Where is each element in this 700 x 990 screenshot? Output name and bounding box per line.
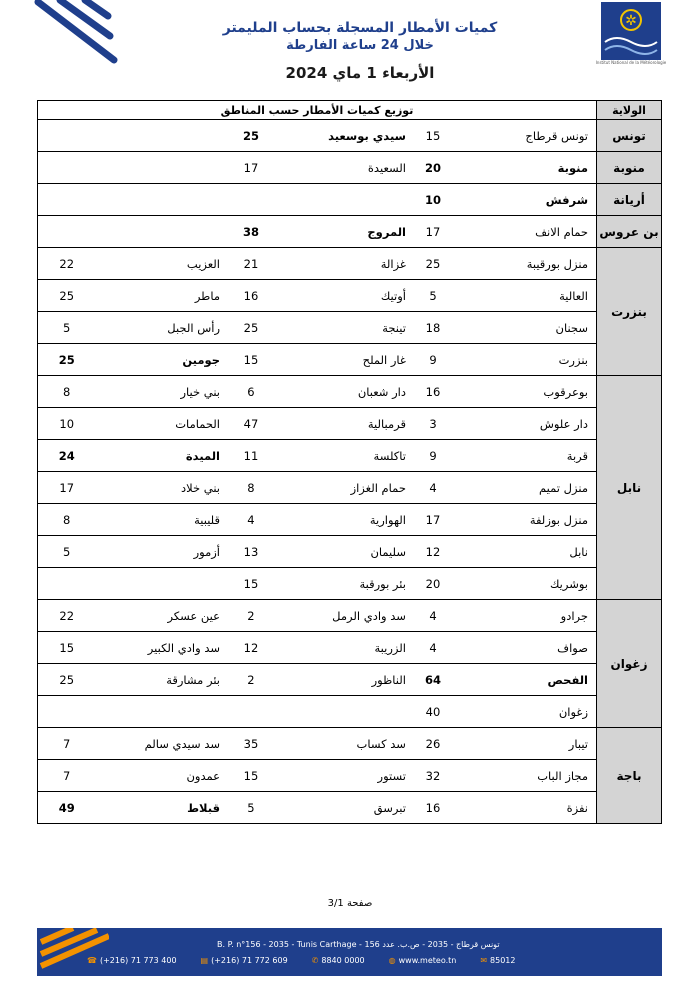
- station-entry: [220, 673, 406, 687]
- station-entry: [220, 225, 406, 239]
- station-entry: [406, 353, 588, 367]
- station-name: قرمبالية: [367, 416, 406, 431]
- station-name: جومين: [182, 352, 220, 367]
- station-entry: [220, 289, 406, 303]
- rainfall-value: 17: [425, 512, 441, 527]
- stations-cell: [38, 280, 597, 312]
- station-name: بني خلاد: [180, 480, 220, 495]
- table-row: [38, 120, 662, 152]
- rainfall-value: 22: [59, 256, 75, 271]
- table-row: [38, 568, 662, 600]
- station-entry: [220, 481, 406, 495]
- rainfall-value: 6: [247, 384, 255, 399]
- rainfall-value: 26: [425, 736, 441, 751]
- website-contact[interactable]: [389, 956, 457, 965]
- station-entry: [406, 161, 588, 175]
- phone-icon: ☎: [87, 956, 97, 965]
- rainfall-value: 15: [243, 768, 259, 783]
- station-name: غزالة: [380, 256, 406, 271]
- stations-cell: [38, 792, 597, 824]
- table-row: [38, 536, 662, 568]
- station-name: زغوان: [558, 704, 588, 719]
- rainfall-value: 17: [425, 224, 441, 239]
- rainfall-value: 10: [424, 192, 441, 207]
- stations-cell: [38, 600, 597, 632]
- rainfall-value: 18: [425, 320, 441, 335]
- station-name: بوعرقوب: [543, 384, 588, 399]
- table-row: [38, 248, 662, 280]
- station-entry: [220, 577, 406, 591]
- station-name: قبلاط: [187, 800, 220, 815]
- rainfall-value: 8: [63, 512, 71, 527]
- institute-logo: [601, 2, 661, 60]
- station-name: مجاز الباب: [537, 768, 588, 783]
- sms-contact: [480, 956, 515, 965]
- rainfall-value: 8: [63, 384, 71, 399]
- governorate-cell: تونس: [597, 120, 662, 152]
- rainfall-value: 7: [63, 736, 71, 751]
- fax-contact: [201, 956, 288, 965]
- rainfall-value: 47: [243, 416, 259, 431]
- station-entry: [220, 641, 406, 655]
- station-entry: [406, 801, 588, 815]
- station-name: الهوارية: [369, 512, 406, 527]
- rainfall-value: 4: [429, 480, 437, 495]
- green-number: 8840 0000: [321, 956, 365, 965]
- table-row: [38, 696, 662, 728]
- phone-number-2: (+216) 71 772 609: [211, 956, 288, 965]
- rainfall-value: 7: [63, 768, 71, 783]
- governorate-header: الولاية: [597, 101, 662, 120]
- station-entry: [406, 705, 588, 719]
- station-name: بني خيار: [180, 384, 220, 399]
- table-row: [38, 344, 662, 376]
- station-name: نابل: [569, 544, 588, 559]
- station-name: بئر بورقبة: [359, 576, 406, 591]
- station-name: بوشريك: [549, 576, 588, 591]
- station-entry: [220, 353, 406, 367]
- station-entry: [42, 257, 220, 271]
- footer-address: B. P. n°156 - 2035 - Tunis Carthage - تونس قرطاج - 2035 - ص.ب. عدد 156: [217, 940, 500, 949]
- station-name: بنزرت: [558, 352, 588, 367]
- stations-cell: [38, 632, 597, 664]
- governorate-cell: زغوان: [597, 600, 662, 728]
- station-entry: [406, 481, 588, 495]
- report-title: كميات الأمطار المسجلة بحساب المليمتر: [222, 20, 498, 36]
- rainfall-value: 4: [429, 640, 437, 655]
- station-entry: [220, 609, 406, 623]
- rainfall-value: 12: [243, 640, 259, 655]
- station-name: دار علوش: [539, 416, 588, 431]
- station-name: العزيب: [186, 256, 220, 271]
- station-entry: [406, 417, 588, 431]
- station-name: السعيدة: [367, 160, 406, 175]
- rainfall-value: 25: [58, 352, 75, 367]
- table-row: [38, 216, 662, 248]
- rainfall-value: 17: [59, 480, 75, 495]
- rainfall-value: 5: [63, 544, 71, 559]
- stations-cell: [38, 120, 597, 152]
- station-name: حمام الانف: [535, 224, 588, 239]
- table-row: [38, 440, 662, 472]
- station-name: منزل بوزلفة: [529, 512, 588, 527]
- station-name: الناظور: [371, 672, 406, 687]
- stations-cell: [38, 376, 597, 408]
- table-row: [38, 152, 662, 184]
- station-entry: [42, 609, 220, 623]
- rainfall-value: 22: [59, 608, 75, 623]
- station-entry: [406, 769, 588, 783]
- station-entry: [406, 385, 588, 399]
- station-entry: [42, 385, 220, 399]
- rainfall-value: 9: [429, 352, 437, 367]
- rainfall-value: 16: [425, 384, 441, 399]
- station-entry: [220, 513, 406, 527]
- table-row: [38, 504, 662, 536]
- station-entry: [406, 257, 588, 271]
- rainfall-value: 2: [247, 608, 255, 623]
- station-name: العالية: [559, 288, 588, 303]
- stations-cell: [38, 760, 597, 792]
- station-entry: [406, 673, 588, 687]
- station-entry: [42, 481, 220, 495]
- station-name: تينجة: [382, 320, 406, 335]
- station-entry: [220, 737, 406, 751]
- rainfall-value: 64: [424, 672, 441, 687]
- stations-cell: [38, 536, 597, 568]
- governorate-cell: بن عروس: [597, 216, 662, 248]
- fax-icon: ▤: [200, 956, 209, 965]
- logo-caption: Institut National de la Météorologie: [595, 60, 667, 65]
- stations-cell: [38, 152, 597, 184]
- rainfall-value: 20: [424, 160, 441, 175]
- station-name: نفزة: [566, 800, 588, 815]
- table-row: [38, 184, 662, 216]
- station-name: الميدة: [185, 448, 220, 463]
- governorate-cell: منوبة: [597, 152, 662, 184]
- stations-cell: [38, 408, 597, 440]
- station-name: منزل بورقيبة: [526, 256, 588, 271]
- stations-cell: [38, 312, 597, 344]
- station-name: الحمامات: [175, 416, 220, 431]
- station-entry: [406, 193, 588, 207]
- stations-cell: [38, 664, 597, 696]
- station-name: منزل تميم: [539, 480, 588, 495]
- rainfall-value: 25: [243, 320, 259, 335]
- station-entry: [220, 321, 406, 335]
- rainfall-value: 4: [429, 608, 437, 623]
- stations-cell: [38, 472, 597, 504]
- rainfall-value: 11: [243, 448, 259, 463]
- rainfall-value: 12: [425, 544, 441, 559]
- rainfall-value: 35: [243, 736, 259, 751]
- station-name: قليبية: [194, 512, 220, 527]
- station-entry: [42, 353, 220, 367]
- sms-icon: ✉: [480, 956, 488, 965]
- station-name: تيبار: [568, 736, 588, 751]
- stations-cell: [38, 248, 597, 280]
- station-entry: [220, 161, 406, 175]
- governorate-cell: بنزرت: [597, 248, 662, 376]
- station-name: شرفش: [545, 192, 588, 207]
- station-name: سيدي بوسعيد: [328, 128, 406, 143]
- station-entry: [42, 737, 220, 751]
- station-entry: [406, 321, 588, 335]
- station-name: سجنان: [555, 320, 588, 335]
- decorative-stripes: [30, 0, 120, 70]
- globe-icon: ◍: [388, 956, 396, 965]
- rainfall-value: 32: [425, 768, 441, 783]
- station-name: عين عسكر: [167, 608, 220, 623]
- station-name: سد سيدي سالم: [144, 736, 220, 751]
- rainfall-value: 3: [429, 416, 437, 431]
- table-row: [38, 408, 662, 440]
- station-name: منوبة: [557, 160, 588, 175]
- station-entry: [220, 129, 406, 143]
- stations-cell: [38, 216, 597, 248]
- distribution-header: توزيع كميات الأمطار حسب المناطق: [38, 101, 597, 120]
- station-name: دار شعبان: [357, 384, 406, 399]
- rainfall-value: 40: [425, 704, 441, 719]
- table-row: [38, 376, 662, 408]
- station-entry: [406, 225, 588, 239]
- rainfall-value: 25: [242, 128, 259, 143]
- station-name: رأس الجبل: [167, 320, 220, 335]
- table-row: [38, 312, 662, 344]
- station-name: ماطر: [194, 288, 220, 303]
- sms-number: 85012: [490, 956, 516, 965]
- station-entry: [42, 673, 220, 687]
- footer-contacts: [87, 956, 515, 965]
- rainfall-table-body: [38, 120, 662, 824]
- station-name: المروج: [367, 224, 406, 239]
- station-name: حمام الغزاز: [350, 480, 406, 495]
- station-name: تونس قرطاج: [525, 128, 588, 143]
- station-entry: [42, 801, 220, 815]
- station-entry: [406, 129, 588, 143]
- page-number: صفحة 3/1: [327, 898, 373, 909]
- rainfall-value: 16: [243, 288, 259, 303]
- station-name: تبرسق: [373, 800, 406, 815]
- website-link[interactable]: www.meteo.tn: [398, 956, 457, 965]
- station-name: تاكلسة: [373, 448, 406, 463]
- station-name: أوتيك: [380, 288, 406, 303]
- rainfall-value: 24: [58, 448, 75, 463]
- stations-cell: [38, 440, 597, 472]
- station-entry: [220, 417, 406, 431]
- rainfall-value: 5: [63, 320, 71, 335]
- station-name: غار الملح: [362, 352, 406, 367]
- stations-cell: [38, 568, 597, 600]
- stations-cell: [38, 504, 597, 536]
- rainfall-value: 4: [247, 512, 255, 527]
- station-name: عمدون: [186, 768, 220, 783]
- rainfall-value: 20: [425, 576, 441, 591]
- rainfall-value: 17: [243, 160, 259, 175]
- station-entry: [406, 577, 588, 591]
- station-name: سد وادي الرمل: [332, 608, 406, 623]
- station-entry: [220, 801, 406, 815]
- rainfall-value: 38: [242, 224, 259, 239]
- station-entry: [42, 417, 220, 431]
- station-name: صواف: [557, 640, 588, 655]
- rainfall-value: 2: [247, 672, 255, 687]
- station-entry: [42, 545, 220, 559]
- rainfall-value: 49: [58, 800, 75, 815]
- table-row: [38, 600, 662, 632]
- station-name: أزمور: [193, 544, 220, 559]
- green-number-contact: [312, 956, 365, 965]
- table-row: [38, 472, 662, 504]
- station-entry: [42, 641, 220, 655]
- rainfall-value: 25: [425, 256, 441, 271]
- station-entry: [406, 545, 588, 559]
- rainfall-value: 9: [429, 448, 437, 463]
- rainfall-value: 25: [59, 672, 75, 687]
- station-name: الفحص: [547, 672, 588, 687]
- station-entry: [406, 513, 588, 527]
- rainfall-value: 5: [429, 288, 437, 303]
- station-name: تستور: [377, 768, 406, 783]
- rainfall-value: 16: [425, 800, 441, 815]
- station-name: سد وادي الكبير: [147, 640, 220, 655]
- governorate-cell: باجة: [597, 728, 662, 824]
- station-entry: [220, 545, 406, 559]
- rainfall-value: 15: [243, 352, 259, 367]
- table-row: [38, 760, 662, 792]
- green-number-icon: ✆: [311, 956, 319, 965]
- station-entry: [406, 609, 588, 623]
- station-entry: [406, 641, 588, 655]
- phone-number-1: (+216) 71 773 400: [99, 956, 177, 965]
- station-entry: [220, 449, 406, 463]
- table-row: [38, 792, 662, 824]
- station-entry: [42, 513, 220, 527]
- table-row: [38, 664, 662, 696]
- rainfall-value: 15: [425, 128, 441, 143]
- station-name: جرادو: [560, 608, 588, 623]
- station-name: قربة: [566, 448, 588, 463]
- station-entry: [42, 289, 220, 303]
- rainfall-value: 8: [247, 480, 255, 495]
- footer-band: [37, 928, 662, 976]
- table-row: [38, 280, 662, 312]
- station-name: الزريبة: [374, 640, 406, 655]
- station-name: بئر مشارقة: [166, 672, 220, 687]
- rainfall-value: 13: [243, 544, 259, 559]
- stations-cell: [38, 696, 597, 728]
- rainfall-value: 25: [59, 288, 75, 303]
- station-name: سد كساب: [356, 736, 406, 751]
- phone-contact: [87, 956, 177, 965]
- station-entry: [406, 737, 588, 751]
- footer-orange-stripes: [37, 928, 109, 976]
- rainfall-value: 21: [243, 256, 259, 271]
- station-entry: [406, 449, 588, 463]
- station-entry: [42, 321, 220, 335]
- svg-text:✲: ✲: [625, 13, 637, 29]
- station-entry: [220, 769, 406, 783]
- stations-cell: [38, 184, 597, 216]
- table-row: [38, 728, 662, 760]
- report-subtitle: خلال 24 ساعة الفارطة: [286, 38, 434, 53]
- stations-cell: [38, 344, 597, 376]
- station-entry: [406, 289, 588, 303]
- table-row: [38, 632, 662, 664]
- rainfall-value: 15: [243, 576, 259, 591]
- rainfall-value: 10: [59, 416, 75, 431]
- station-entry: [42, 449, 220, 463]
- station-entry: [42, 769, 220, 783]
- station-entry: [220, 257, 406, 271]
- governorate-cell: أريانة: [597, 184, 662, 216]
- governorate-cell: نابل: [597, 376, 662, 600]
- rainfall-value: 5: [247, 800, 255, 815]
- stations-cell: [38, 728, 597, 760]
- station-entry: [220, 385, 406, 399]
- rainfall-value: 15: [59, 640, 75, 655]
- rainfall-table: [37, 100, 662, 824]
- report-date: الأربعاء 1 ماي 2024: [285, 64, 435, 82]
- station-name: سليمان: [370, 544, 406, 559]
